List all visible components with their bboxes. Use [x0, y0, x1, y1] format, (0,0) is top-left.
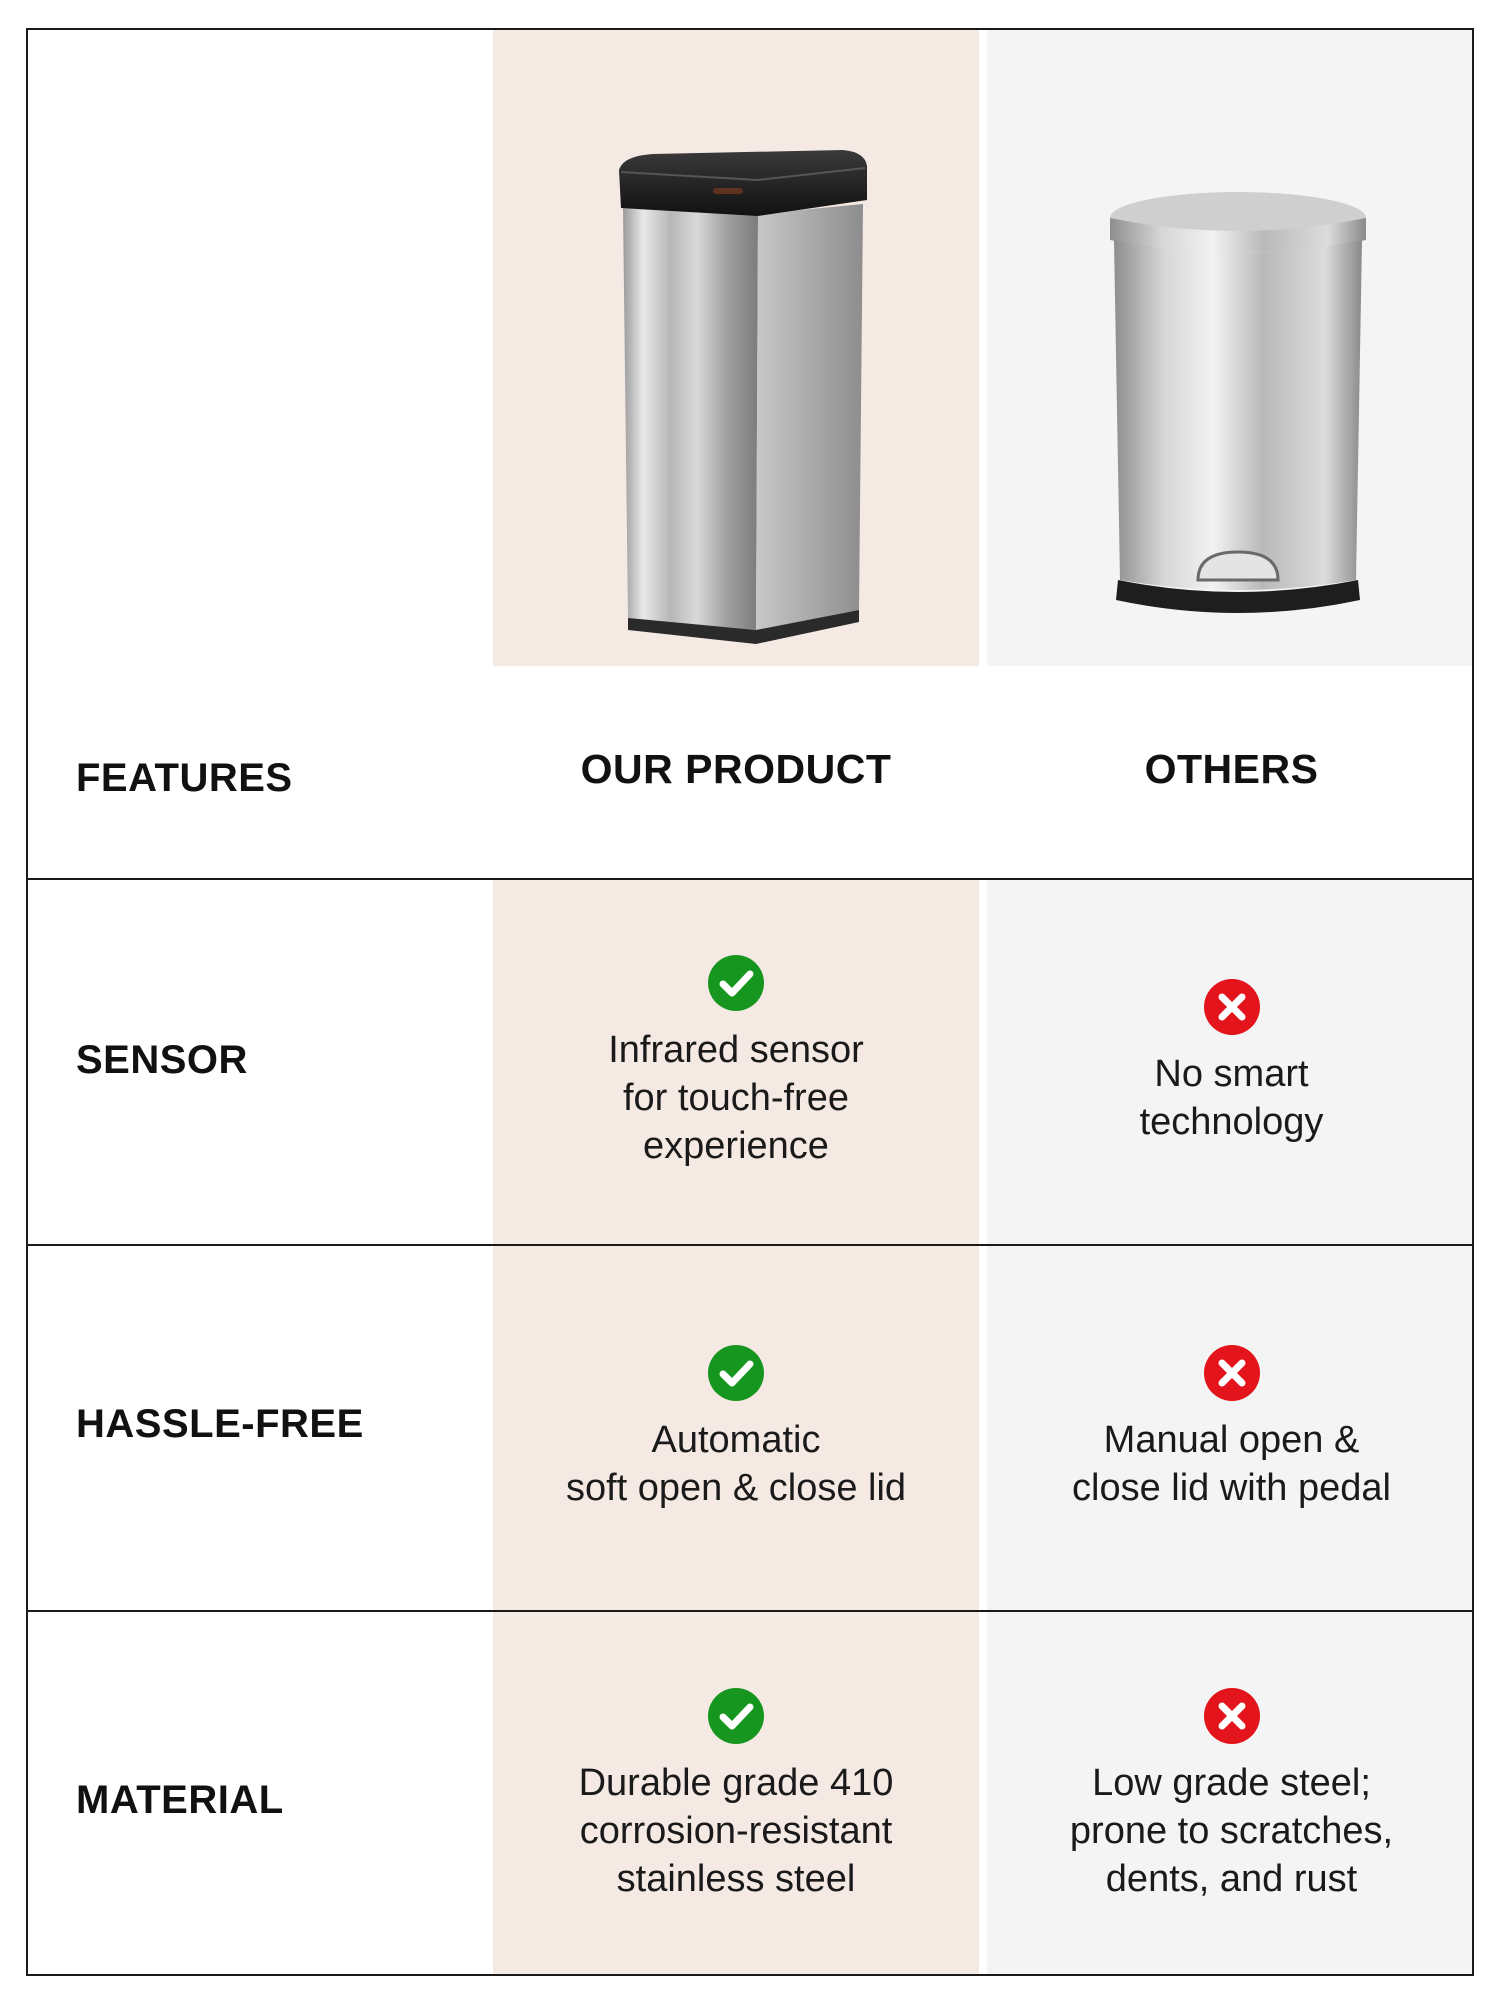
others-sensor-cell: [987, 880, 1474, 1244]
our-material-cell: [493, 1612, 979, 1976]
text-line: Infrared sensor: [608, 1029, 864, 1071]
text-line: corrosion-resistant: [579, 1810, 893, 1852]
check-icon: [707, 954, 765, 1012]
check-icon: [707, 1344, 765, 1402]
check-icon: [707, 1687, 765, 1745]
text-line: stainless steel: [616, 1858, 856, 1900]
others-heading: OTHERS: [1144, 746, 1319, 792]
text-line: Manual open &: [1103, 1419, 1360, 1461]
text-line: Automatic: [651, 1419, 821, 1461]
others-material-text: [1070, 1759, 1393, 1903]
our-sensor-cell: [493, 880, 979, 1244]
text-line: dents, and rust: [1105, 1858, 1358, 1900]
cross-icon: [1203, 1344, 1261, 1402]
others-hassle-free-text: [1072, 1416, 1391, 1512]
feature-label-material: MATERIAL: [76, 1778, 284, 1822]
our-sensor-text: [608, 1026, 864, 1170]
our-product-heading: OUR PRODUCT: [580, 746, 892, 792]
text-line: experience: [643, 1125, 829, 1167]
text-line: soft open & close lid: [565, 1467, 907, 1509]
our-hassle-free-cell: [493, 1246, 979, 1610]
features-heading: FEATURES: [76, 756, 293, 800]
our-hassle-free-text: [566, 1416, 906, 1512]
text-line: close lid with pedal: [1072, 1467, 1391, 1509]
text-line: Low grade steel;: [1092, 1762, 1371, 1804]
text-line: No smart: [1154, 1053, 1309, 1095]
our-product-image: [573, 130, 903, 660]
cross-icon: [1203, 978, 1261, 1036]
others-hassle-free-cell: [987, 1246, 1474, 1610]
others-material-cell: [987, 1612, 1474, 1976]
text-line: for touch-free: [622, 1077, 849, 1119]
comparison-table: [26, 28, 1474, 1976]
our-material-text: [579, 1759, 894, 1903]
text-line: prone to scratches,: [1069, 1810, 1394, 1852]
cross-icon: [1203, 1687, 1261, 1745]
feature-label-sensor: SENSOR: [76, 1038, 248, 1082]
text-line: Durable grade 410: [578, 1762, 894, 1804]
others-product-image: [1098, 180, 1378, 630]
feature-label-hassle-free: HASSLE-FREE: [76, 1402, 364, 1446]
text-line: technology: [1139, 1101, 1324, 1143]
others-sensor-text: [1140, 1050, 1324, 1146]
